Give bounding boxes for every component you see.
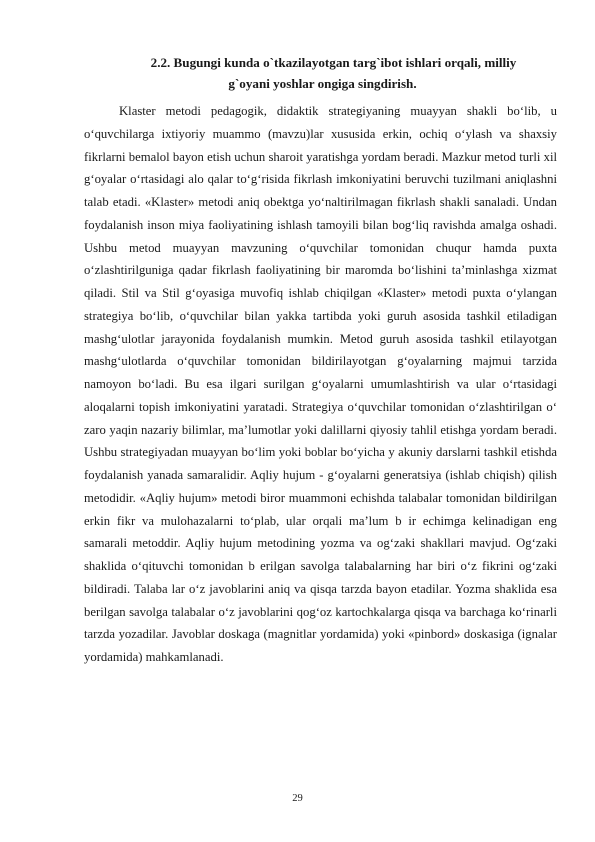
section-heading-line-2: g`oyani yoshlar ongiga singdirish. bbox=[228, 76, 417, 91]
body-paragraph: Klaster metodi pedagogik, didaktik strategiyaning muayyan shakli bo‘lib, u o‘quvchilarga ixtiyoriy muammo (mavzu)lar xususida erkin, ochiq o‘ylash va shaxsiy fikrlarni bemalol bayon etish uchun sharoit yaratishga yordam beradi. Mazkur metod turli xil g‘oyalar o‘rtasidagi alo qalar to‘g‘risida fikrlash imkoniyatini beruvchi tuzilmani aniqlashni talab etadi. «Klaster» metodi aniq obektga yo‘naltirilmagan fikrlash shakli sanaladi. Undan foydalanish inson miya faoliyatining ishlash tamoyili bilan bog‘liq ravishda amalga oshadi. Ushbu metod muayyan mavzuning o‘quvchilar tomonidan chuqur hamda puxta o‘zlashtirilguniga qadar fikrlash faoliyatining bir maromda bo‘lishini ta’minlashga xizmat qiladi. Stil va Stil g‘oyasiga muvofiq ishlab chiqilgan «Klaster» metodi puxta o‘ylangan strategiya bo‘lib, o‘quvchilar bilan yakka tartibda yoki guruh asosida tashkil etiladigan mashg‘ulotlar jarayonida foydalanish mumkin. Metod guruh asosida tashkil etilayotgan mashg‘ulotlarda o‘quvchilar tomonidan bildirilayotgan g‘oyalarning majmui tarzida namoyon bo‘ladi. Bu esa ilgari surilgan g‘oyalarni umumlashtirish va ular o‘rtasidagi aloqalarni topish imkoniyatini yaratadi. Strategiya o‘quvchilar tomonidan o‘zlashtirilgan o‘ zaro yaqin nazariy bilimlar, ma’lumotlar yoki dalillarni qiyosiy tahlil etishga yordam beradi. Ushbu strategiyadan muayyan bo‘lim yoki boblar bo‘yicha y akuniy darslarni tashkil etishda foydalanish yanada samaralidir. Aqliy hujum - g‘oyalarni generatsiya (ishlab chiqish) qilish metodidir. «Aqliy hujum» metodi biror muammoni echishda talabalar tomonidan bildirilgan erkin fikr va mulohazalarni to‘plab, ular orqali ma’lum b ir echimga kelinadigan eng samarali metoddir. Aqliy hujum metodining yozma va og‘zaki shakllari mavjud. Og‘zaki shaklida o‘qituvchi tomonidan b erilgan savolga talabalarning har biri o‘z fikrini og‘zaki bildiradi. Talaba lar o‘z javoblarini aniq va qisqa tarzda bayon etadilar. Yozma shaklida esa berilgan savolga talabalar o‘z javoblarini qog‘oz kartochkalarga qisqa va barchaga ko‘rinarli tarzda yozadilar. Javoblar doskaga (magnitlar yordamida) yoki «pinbord» doskasiga (ignalar yordamida) mahkamlanadi. bbox=[84, 104, 557, 664]
page-number: 29 bbox=[292, 793, 303, 804]
section-heading bbox=[84, 52, 557, 94]
document-page bbox=[84, 52, 557, 681]
section-heading-line-1: 2.2. Bugungi kunda o`tkazilayotgan targ`ibot ishlari orqali, milliy bbox=[150, 55, 517, 70]
